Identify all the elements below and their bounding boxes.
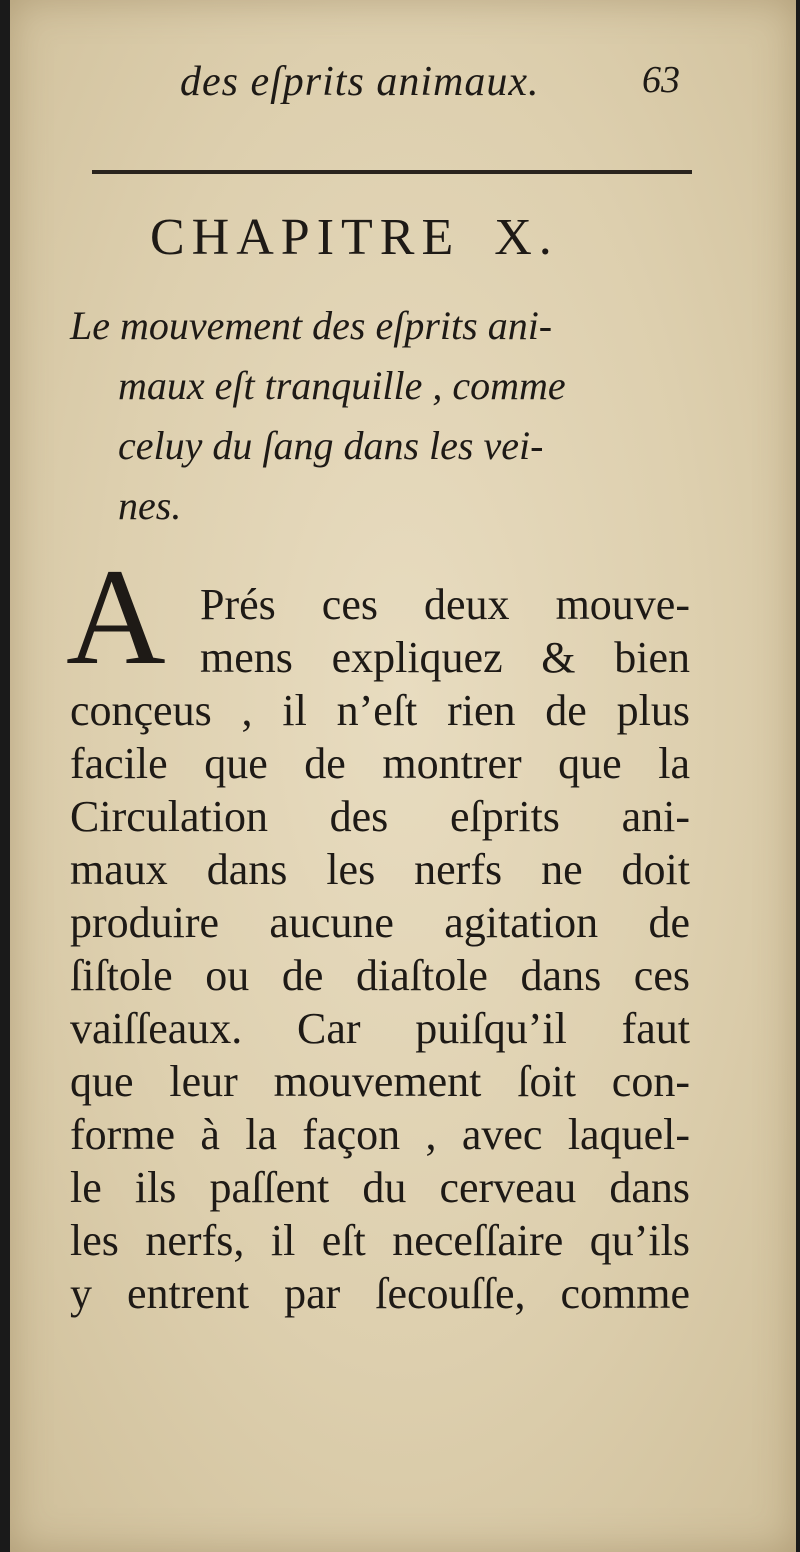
drop-cap: A <box>66 540 166 693</box>
body-line: Prés ces deux mouve- <box>200 580 690 629</box>
chapter-summary <box>70 296 710 536</box>
body-line: produire aucune agitation de <box>70 898 690 947</box>
body-line: forme à la façon , avec laquel- <box>70 1110 690 1159</box>
body-line: Circulation des eſprits ani- <box>70 792 690 841</box>
body-line: facile que de montrer que la <box>70 739 690 788</box>
body-line: que leur mouvement ſoit con- <box>70 1057 690 1106</box>
summary-line: maux eſt tranquille , comme <box>118 363 566 408</box>
body-line: le ils paſſent du cerveau dans <box>70 1163 690 1212</box>
book-page <box>10 0 796 1552</box>
running-head: des eſprits animaux. <box>180 59 540 105</box>
header-rule <box>92 170 692 174</box>
chapter-title: CHAPITRE X. <box>150 209 559 266</box>
body-line: vaiſſeaux. Car puiſqu’il faut <box>70 1004 690 1053</box>
summary-line: nes. <box>118 483 182 528</box>
body-line: conçeus , il n’eſt rien de plus <box>70 686 690 735</box>
page-number: 63 <box>642 59 680 101</box>
body-line: mens expliquez & bien <box>200 633 690 682</box>
body-paragraph <box>70 578 690 1320</box>
summary-line: celuy du ſang dans les vei- <box>118 423 544 468</box>
body-line: les nerfs, il eſt neceſſaire qu’ils <box>70 1216 690 1265</box>
summary-line: Le mouvement des eſprits ani- <box>70 303 553 348</box>
body-line: y entrent par ſecouſſe, comme <box>70 1269 690 1318</box>
body-line: maux dans les nerfs ne doit <box>70 845 690 894</box>
body-line: ſiſtole ou de diaſtole dans ces <box>70 951 690 1000</box>
